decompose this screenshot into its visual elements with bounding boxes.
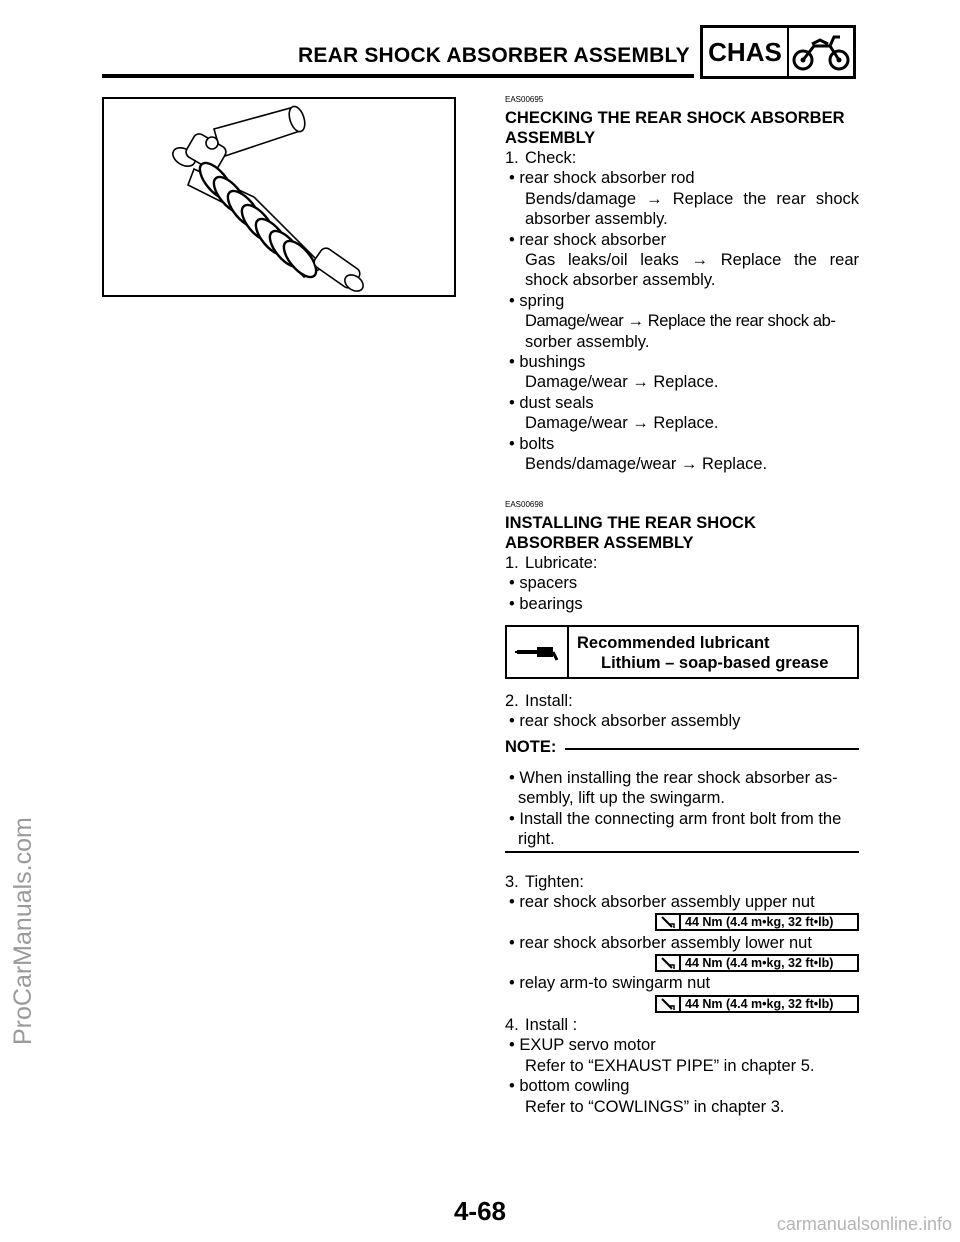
list-item: • bottom cowling (509, 1077, 630, 1096)
torque-wrench-icon (657, 956, 681, 970)
page-title: REAR SHOCK ABSORBER ASSEMBLY (298, 44, 690, 67)
section-heading: CHECKING THE REAR SHOCK ABSORBER ASSEMBLY (505, 109, 845, 147)
list-item: • rear shock absorber assembly (509, 712, 741, 731)
step: 3. Tighten: (505, 873, 585, 891)
note-body (505, 768, 859, 850)
install-step-4 (505, 1015, 859, 1117)
install-step-3 (505, 872, 859, 913)
note-item: • When installing the rear shock absorber as- sembly, lift up the swingarm. (509, 769, 838, 808)
site-watermark: carmanualsonline.info (776, 1214, 952, 1234)
note-item: • Install the connecting arm front bolt from the right. (509, 809, 842, 849)
note-label: NOTE: (505, 738, 557, 756)
section-badge (700, 25, 856, 79)
section-code: EAS00695 (505, 95, 544, 104)
item-detail: Bends/damage → Replace the rear shock absorber assembly. (525, 189, 859, 229)
torque-value: 44 Nm (4.4 m•kg, 32 ft•lb) (685, 915, 834, 929)
lubricant-text (569, 627, 857, 677)
grease-gun-icon (507, 627, 569, 677)
torque-wrench-icon (657, 997, 681, 1011)
list-item: • rear shock absorber assembly upper nut (509, 893, 815, 912)
lubricant-box (505, 625, 859, 679)
install-step-2 (505, 691, 859, 732)
list-item: • rear shock absorber assembly lower nut (509, 934, 812, 952)
list-item: • relay arm-to swingarm nut (509, 974, 711, 992)
list-item: • rear shock absorber (509, 230, 667, 249)
item-detail: Damage/wear → Replace the rear shock ab- sorber assembly. (525, 312, 836, 351)
lubricant-value: Lithium – soap-based grease (601, 654, 829, 672)
item-detail: Damage/wear → Replace. (525, 373, 719, 392)
torque-spec (655, 954, 859, 972)
installing-section (505, 500, 859, 614)
step: 4. Install : (505, 1016, 578, 1034)
checking-section (505, 95, 859, 475)
torque-spec (655, 995, 859, 1013)
list-item: • dust seals (509, 393, 594, 412)
torque-spec (655, 913, 859, 931)
section-code: EAS00698 (505, 500, 544, 509)
list-item: • spacers (509, 574, 578, 593)
note-end-rule (505, 851, 859, 853)
note-rule (565, 748, 859, 750)
torque-wrench-icon (657, 915, 681, 929)
page-number: 4-68 (453, 1196, 507, 1226)
section-heading: INSTALLING THE REAR SHOCK ABSORBER ASSEMBLY (505, 514, 756, 552)
list-item: • bolts (509, 434, 555, 453)
list-item: • bearings (509, 594, 583, 613)
lubricant-label: Recommended lubricant (577, 634, 770, 652)
torque-value: 44 Nm (4.4 m•kg, 32 ft•lb) (685, 997, 834, 1011)
install-step-3b (505, 933, 859, 953)
item-detail: Refer to “EXHAUST PIPE” in chapter 5. (525, 1056, 815, 1075)
step: 2. Install: (505, 692, 573, 710)
list-item: • spring (509, 291, 565, 310)
step: 1. Check: (505, 149, 577, 167)
item-detail: Refer to “COWLINGS” in chapter 3. (525, 1097, 785, 1116)
shock-absorber-figure (102, 97, 456, 297)
install-step-3c (505, 973, 859, 993)
list-item: • EXUP servo motor (509, 1036, 656, 1055)
watermark: ProCarManuals.com (9, 817, 37, 1045)
torque-value: 44 Nm (4.4 m•kg, 32 ft•lb) (685, 956, 834, 970)
list-item: • rear shock absorber rod (509, 169, 695, 188)
list-item: • bushings (509, 353, 586, 372)
item-detail: Damage/wear → Replace. (525, 414, 719, 433)
header-rule (102, 74, 694, 78)
rear-shock-absorber-illustration (104, 99, 454, 295)
step: 1. Lubricate: (505, 554, 598, 572)
motorcycle-icon (789, 28, 853, 76)
section-label: CHAS (703, 28, 789, 76)
item-detail: Gas leaks/oil leaks → Replace the rear shock absorber assembly. (525, 251, 859, 290)
item-detail: Bends/damage/wear → Replace. (525, 455, 768, 474)
